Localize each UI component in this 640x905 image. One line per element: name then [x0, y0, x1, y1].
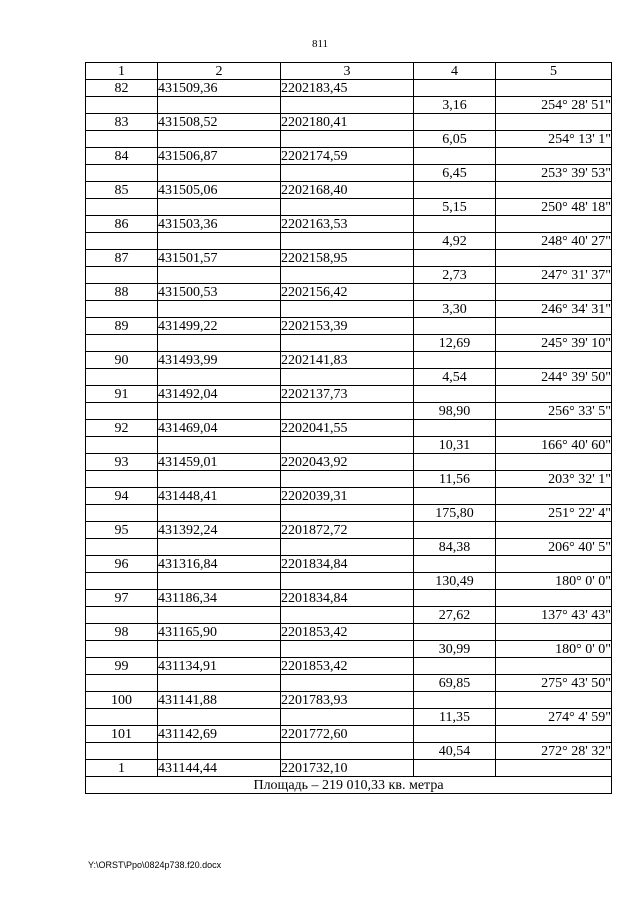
segment-length: 130,49	[414, 573, 496, 590]
empty-cell	[496, 760, 612, 777]
empty-cell	[281, 675, 414, 692]
header-col-5: 5	[496, 63, 612, 80]
empty-cell	[414, 488, 496, 505]
segment-length: 3,16	[414, 97, 496, 114]
page-number: 811	[311, 38, 329, 50]
area-row	[86, 777, 612, 794]
segment-length: 12,69	[414, 335, 496, 352]
segment-bearing: 245° 39' 10"	[496, 335, 612, 352]
segment-row	[86, 471, 612, 488]
coord-y: 2201853,42	[281, 658, 414, 675]
segment-length: 27,62	[414, 607, 496, 624]
coord-x: 431469,04	[158, 420, 281, 437]
point-number: 92	[86, 420, 158, 437]
point-number: 87	[86, 250, 158, 267]
empty-cell	[281, 539, 414, 556]
coord-y: 2202158,95	[281, 250, 414, 267]
point-row	[86, 454, 612, 471]
segment-row	[86, 607, 612, 624]
empty-cell	[414, 624, 496, 641]
empty-cell	[496, 386, 612, 403]
empty-cell	[86, 437, 158, 454]
point-row	[86, 284, 612, 301]
empty-cell	[158, 233, 281, 250]
point-row	[86, 148, 612, 165]
point-row	[86, 114, 612, 131]
empty-cell	[86, 97, 158, 114]
segment-length: 98,90	[414, 403, 496, 420]
empty-cell	[496, 148, 612, 165]
point-number: 95	[86, 522, 158, 539]
coord-y: 2202174,59	[281, 148, 414, 165]
empty-cell	[158, 97, 281, 114]
point-row	[86, 522, 612, 539]
empty-cell	[281, 233, 414, 250]
coord-y: 2201783,93	[281, 692, 414, 709]
empty-cell	[158, 369, 281, 386]
empty-cell	[86, 165, 158, 182]
empty-cell	[496, 420, 612, 437]
empty-cell	[414, 250, 496, 267]
coord-y: 2201872,72	[281, 522, 414, 539]
coord-y: 2202043,92	[281, 454, 414, 471]
segment-bearing: 251° 22' 4"	[496, 505, 612, 522]
segment-length: 4,54	[414, 369, 496, 386]
header-col-3: 3	[281, 63, 414, 80]
empty-cell	[496, 114, 612, 131]
coord-y: 2201853,42	[281, 624, 414, 641]
empty-cell	[281, 403, 414, 420]
empty-cell	[281, 301, 414, 318]
coord-x: 431448,41	[158, 488, 281, 505]
coord-y: 2202163,53	[281, 216, 414, 233]
empty-cell	[86, 505, 158, 522]
table-body	[86, 80, 612, 794]
empty-cell	[414, 420, 496, 437]
empty-cell	[158, 641, 281, 658]
point-number: 86	[86, 216, 158, 233]
empty-cell	[158, 709, 281, 726]
empty-cell	[414, 352, 496, 369]
point-number: 89	[86, 318, 158, 335]
point-row	[86, 250, 612, 267]
coord-y: 2202168,40	[281, 182, 414, 199]
segment-bearing: 248° 40' 27"	[496, 233, 612, 250]
coord-x: 431509,36	[158, 80, 281, 97]
segment-bearing: 275° 43' 50"	[496, 675, 612, 692]
empty-cell	[281, 131, 414, 148]
empty-cell	[281, 267, 414, 284]
coord-x: 431505,06	[158, 182, 281, 199]
empty-cell	[496, 318, 612, 335]
empty-cell	[496, 556, 612, 573]
coord-y: 2202153,39	[281, 318, 414, 335]
header-col-4: 4	[414, 63, 496, 80]
segment-row	[86, 437, 612, 454]
segment-row	[86, 165, 612, 182]
empty-cell	[158, 267, 281, 284]
empty-cell	[86, 743, 158, 760]
coord-y: 2202183,45	[281, 80, 414, 97]
point-row	[86, 624, 612, 641]
point-row	[86, 760, 612, 777]
empty-cell	[281, 437, 414, 454]
segment-length: 5,15	[414, 199, 496, 216]
empty-cell	[86, 199, 158, 216]
segment-bearing: 244° 39' 50"	[496, 369, 612, 386]
empty-cell	[86, 607, 158, 624]
empty-cell	[496, 284, 612, 301]
point-row	[86, 726, 612, 743]
empty-cell	[281, 573, 414, 590]
segment-bearing: 274° 4' 59"	[496, 709, 612, 726]
point-row	[86, 182, 612, 199]
empty-cell	[86, 573, 158, 590]
point-number: 96	[86, 556, 158, 573]
segment-row	[86, 335, 612, 352]
point-number: 85	[86, 182, 158, 199]
segment-row	[86, 505, 612, 522]
point-row	[86, 318, 612, 335]
empty-cell	[414, 590, 496, 607]
empty-cell	[496, 658, 612, 675]
segment-row	[86, 539, 612, 556]
point-number: 83	[86, 114, 158, 131]
segment-length: 84,38	[414, 539, 496, 556]
segment-row	[86, 743, 612, 760]
empty-cell	[158, 743, 281, 760]
empty-cell	[496, 80, 612, 97]
segment-length: 4,92	[414, 233, 496, 250]
segment-row	[86, 369, 612, 386]
coord-x: 431142,69	[158, 726, 281, 743]
empty-cell	[281, 709, 414, 726]
coord-y: 2202041,55	[281, 420, 414, 437]
empty-cell	[281, 97, 414, 114]
point-row	[86, 556, 612, 573]
point-number: 84	[86, 148, 158, 165]
segment-row	[86, 641, 612, 658]
segment-bearing: 206° 40' 5"	[496, 539, 612, 556]
point-number: 97	[86, 590, 158, 607]
point-row	[86, 216, 612, 233]
coord-x: 431186,34	[158, 590, 281, 607]
coord-x: 431316,84	[158, 556, 281, 573]
empty-cell	[414, 318, 496, 335]
coord-y: 2202141,83	[281, 352, 414, 369]
empty-cell	[496, 726, 612, 743]
empty-cell	[496, 250, 612, 267]
empty-cell	[496, 590, 612, 607]
coord-x: 431459,01	[158, 454, 281, 471]
segment-bearing: 166° 40' 60"	[496, 437, 612, 454]
segment-bearing: 180° 0' 0"	[496, 641, 612, 658]
empty-cell	[158, 573, 281, 590]
empty-cell	[414, 284, 496, 301]
empty-cell	[86, 641, 158, 658]
coord-x: 431503,36	[158, 216, 281, 233]
segment-bearing: 254° 13' 1"	[496, 131, 612, 148]
coord-x: 431144,44	[158, 760, 281, 777]
segment-length: 3,30	[414, 301, 496, 318]
segment-bearing: 253° 39' 53"	[496, 165, 612, 182]
point-number: 99	[86, 658, 158, 675]
coord-x: 431499,22	[158, 318, 281, 335]
segment-bearing: 272° 28' 32"	[496, 743, 612, 760]
empty-cell	[281, 743, 414, 760]
point-row	[86, 352, 612, 369]
empty-cell	[158, 437, 281, 454]
coord-y: 2202137,73	[281, 386, 414, 403]
point-number: 98	[86, 624, 158, 641]
point-number: 1	[86, 760, 158, 777]
empty-cell	[158, 165, 281, 182]
empty-cell	[496, 522, 612, 539]
segment-row	[86, 267, 612, 284]
empty-cell	[414, 114, 496, 131]
empty-cell	[86, 403, 158, 420]
segment-length: 40,54	[414, 743, 496, 760]
segment-bearing: 254° 28' 51"	[496, 97, 612, 114]
empty-cell	[86, 233, 158, 250]
empty-cell	[414, 182, 496, 199]
empty-cell	[414, 658, 496, 675]
segment-bearing: 180° 0' 0"	[496, 573, 612, 590]
segment-length: 2,73	[414, 267, 496, 284]
coord-x: 431141,88	[158, 692, 281, 709]
empty-cell	[158, 335, 281, 352]
empty-cell	[496, 692, 612, 709]
empty-cell	[158, 471, 281, 488]
coordinates-table	[85, 62, 612, 794]
point-number: 91	[86, 386, 158, 403]
coord-y: 2202180,41	[281, 114, 414, 131]
header-col-2: 2	[158, 63, 281, 80]
coord-x: 431501,57	[158, 250, 281, 267]
coord-x: 431492,04	[158, 386, 281, 403]
segment-bearing: 256° 33' 5"	[496, 403, 612, 420]
coord-x: 431165,90	[158, 624, 281, 641]
coord-y: 2201834,84	[281, 556, 414, 573]
coord-y: 2202156,42	[281, 284, 414, 301]
point-number: 101	[86, 726, 158, 743]
point-row	[86, 488, 612, 505]
empty-cell	[414, 454, 496, 471]
point-row	[86, 386, 612, 403]
coord-x: 431508,52	[158, 114, 281, 131]
header-col-1: 1	[86, 63, 158, 80]
empty-cell	[86, 335, 158, 352]
empty-cell	[158, 403, 281, 420]
empty-cell	[281, 607, 414, 624]
segment-bearing: 137° 43' 43"	[496, 607, 612, 624]
point-number: 94	[86, 488, 158, 505]
empty-cell	[414, 386, 496, 403]
empty-cell	[281, 471, 414, 488]
point-row	[86, 692, 612, 709]
point-number: 100	[86, 692, 158, 709]
segment-length: 6,45	[414, 165, 496, 182]
segment-row	[86, 709, 612, 726]
segment-length: 175,80	[414, 505, 496, 522]
segment-bearing: 203° 32' 1"	[496, 471, 612, 488]
coord-y: 2202039,31	[281, 488, 414, 505]
segment-length: 30,99	[414, 641, 496, 658]
empty-cell	[158, 607, 281, 624]
empty-cell	[496, 488, 612, 505]
segment-row	[86, 97, 612, 114]
empty-cell	[86, 675, 158, 692]
point-number: 93	[86, 454, 158, 471]
empty-cell	[281, 165, 414, 182]
empty-cell	[158, 199, 281, 216]
empty-cell	[158, 131, 281, 148]
empty-cell	[158, 505, 281, 522]
coord-y: 2201772,60	[281, 726, 414, 743]
coord-x: 431500,53	[158, 284, 281, 301]
empty-cell	[86, 131, 158, 148]
segment-row	[86, 233, 612, 250]
empty-cell	[414, 216, 496, 233]
empty-cell	[496, 454, 612, 471]
empty-cell	[281, 199, 414, 216]
empty-cell	[496, 182, 612, 199]
empty-cell	[86, 369, 158, 386]
segment-bearing: 250° 48' 18"	[496, 199, 612, 216]
segment-row	[86, 301, 612, 318]
area-total: Площадь – 219 010,33 кв. метра	[86, 777, 612, 794]
empty-cell	[414, 692, 496, 709]
empty-cell	[281, 335, 414, 352]
empty-cell	[86, 539, 158, 556]
empty-cell	[86, 471, 158, 488]
coord-y: 2201834,84	[281, 590, 414, 607]
empty-cell	[86, 301, 158, 318]
coord-x: 431506,87	[158, 148, 281, 165]
segment-length: 69,85	[414, 675, 496, 692]
empty-cell	[86, 267, 158, 284]
point-row	[86, 658, 612, 675]
segment-row	[86, 199, 612, 216]
empty-cell	[158, 539, 281, 556]
point-row	[86, 420, 612, 437]
file-path-footer: Y:\ORST\Ppo\0824p738.f20.docx	[88, 860, 222, 870]
empty-cell	[414, 148, 496, 165]
segment-row	[86, 403, 612, 420]
segment-length: 11,35	[414, 709, 496, 726]
segment-bearing: 246° 34' 31"	[496, 301, 612, 318]
segment-row	[86, 573, 612, 590]
segment-length: 10,31	[414, 437, 496, 454]
empty-cell	[496, 624, 612, 641]
segment-length: 11,56	[414, 471, 496, 488]
empty-cell	[414, 726, 496, 743]
segment-row	[86, 131, 612, 148]
segment-length: 6,05	[414, 131, 496, 148]
coord-x: 431392,24	[158, 522, 281, 539]
point-number: 88	[86, 284, 158, 301]
empty-cell	[414, 80, 496, 97]
table-header-row	[86, 63, 612, 80]
empty-cell	[281, 641, 414, 658]
empty-cell	[158, 301, 281, 318]
empty-cell	[414, 522, 496, 539]
empty-cell	[496, 352, 612, 369]
empty-cell	[86, 709, 158, 726]
empty-cell	[496, 216, 612, 233]
empty-cell	[414, 556, 496, 573]
empty-cell	[414, 760, 496, 777]
coord-y: 2201732,10	[281, 760, 414, 777]
empty-cell	[158, 675, 281, 692]
coord-x: 431134,91	[158, 658, 281, 675]
point-row	[86, 590, 612, 607]
coord-x: 431493,99	[158, 352, 281, 369]
empty-cell	[281, 505, 414, 522]
segment-bearing: 247° 31' 37"	[496, 267, 612, 284]
point-number: 90	[86, 352, 158, 369]
empty-cell	[281, 369, 414, 386]
segment-row	[86, 675, 612, 692]
point-row	[86, 80, 612, 97]
point-number: 82	[86, 80, 158, 97]
